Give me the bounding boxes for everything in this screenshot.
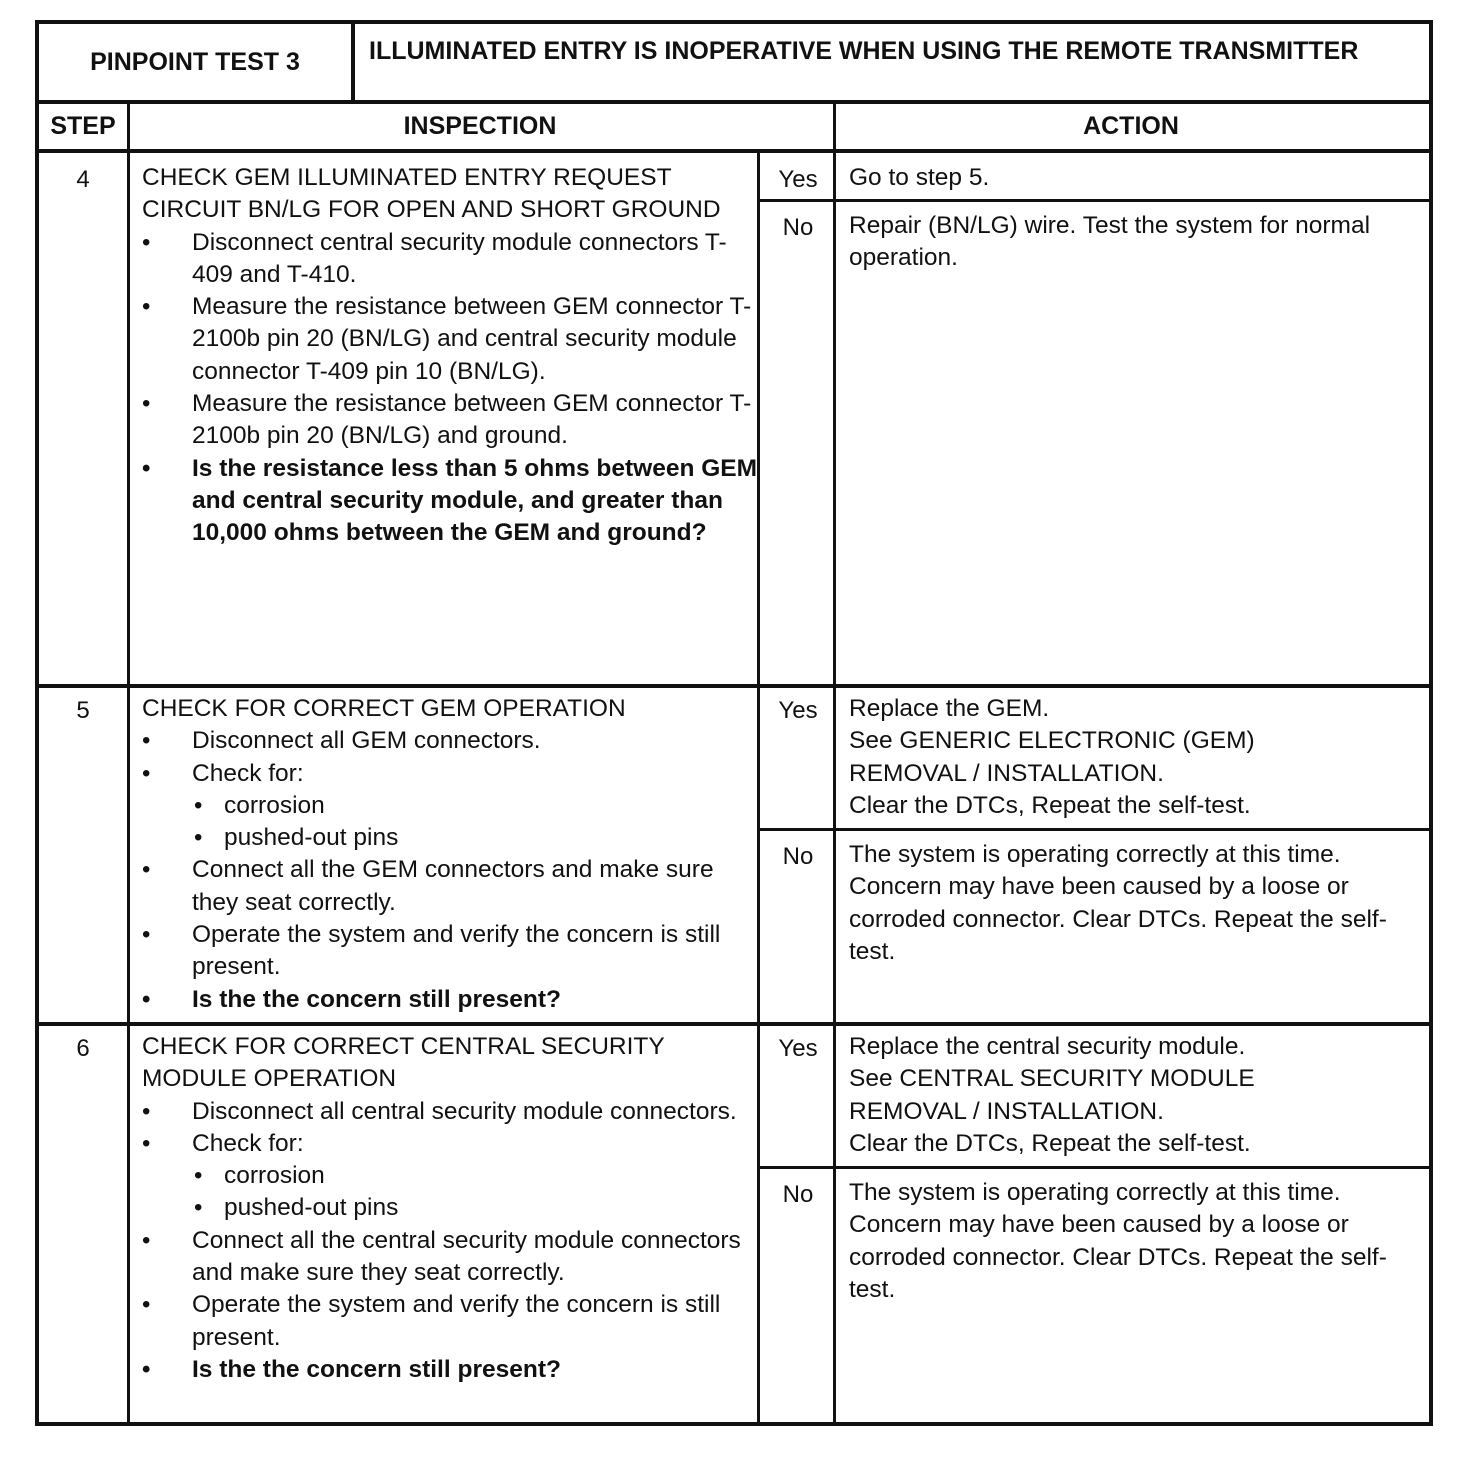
pinpoint-test-table xyxy=(35,20,1433,1426)
step5-yes-no-divider xyxy=(757,828,1429,831)
step-4-question: • Is the resistance less than 5 ohms between GEM and central security module, and greater than 10,000 ohms between the GEM and ground? xyxy=(142,453,762,550)
step-6-bullet-check: • Check for: xyxy=(142,1128,762,1160)
step-6-bullet-operate: • Operate the system and verify the concern is still present. xyxy=(142,1289,762,1354)
step-5-yes-label: Yes xyxy=(778,697,818,724)
column-inspection-header: INSPECTION xyxy=(127,104,833,153)
step-4-no-action: Repair (BN/LG) wire. Test the system for normal operation. xyxy=(849,212,1371,272)
test-title: ILLUMINATED ENTRY IS INOPERATIVE WHEN USING THE REMOTE TRANSMITTER xyxy=(369,37,1359,65)
step-6-title: CHECK FOR CORRECT CENTRAL SECURITY MODULE OPERATION xyxy=(142,1033,665,1093)
action-column-divider xyxy=(833,104,836,1422)
step4-step5-divider xyxy=(39,684,1429,688)
step6-yes-no-divider xyxy=(757,1166,1429,1169)
column-action-header: ACTION xyxy=(833,104,1429,153)
step-4-bullet-measure-ground: • Measure the resistance between GEM connector T-2100b pin 20 (BN/LG) and ground. xyxy=(142,388,762,453)
step-5-yes-action xyxy=(849,693,1419,822)
step-6-sub-pins: • pushed-out pins xyxy=(142,1192,762,1224)
step-6-sub-corrosion: • corrosion xyxy=(142,1160,762,1192)
step-5-yes-action-line: REMOVAL / INSTALLATION. xyxy=(849,759,1164,787)
step-6-bullets xyxy=(142,1096,762,1387)
step-5-bullet-connect: • Connect all the GEM connectors and make sure they seat correctly. xyxy=(142,854,762,919)
step-6-yes-label: Yes xyxy=(778,1035,818,1062)
step-6-yes-action-line: Replace the central security module. xyxy=(849,1033,1246,1060)
step-6-yes-action-line: REMOVAL / INSTALLATION. xyxy=(849,1097,1164,1125)
step-4-number: 4 xyxy=(76,166,90,193)
step-5-bullet-operate: • Operate the system and verify the concern is still present. xyxy=(142,919,762,984)
step-4-bullet-disconnect: • Disconnect central security module connectors T-409 and T-410. xyxy=(142,227,762,292)
step-4-yes-label: Yes xyxy=(778,166,818,193)
step-5-yes-action-line: See GENERIC ELECTRONIC (GEM) xyxy=(849,727,1255,755)
step-5-no-label: No xyxy=(782,843,814,870)
step-4-title: CHECK GEM ILLUMINATED ENTRY REQUEST CIRCUIT BN/LG FOR OPEN AND SHORT GROUND xyxy=(142,164,721,224)
test-label: PINPOINT TEST 3 xyxy=(39,24,355,100)
step-6-inspection xyxy=(142,1031,762,1386)
step-5-sub-pins: • pushed-out pins xyxy=(142,822,762,854)
step-6-no-label: No xyxy=(782,1181,814,1208)
step-5-inspection xyxy=(142,693,762,1016)
step-6-number: 6 xyxy=(76,1035,90,1062)
step-4-no-label: No xyxy=(782,214,814,241)
step-6-yes-action xyxy=(849,1031,1419,1160)
step-5-bullet-disconnect: • Disconnect all GEM connectors. xyxy=(142,725,762,757)
step-column-divider xyxy=(127,104,130,1422)
step-6-bullet-disconnect: • Disconnect all central security module connectors. xyxy=(142,1096,762,1128)
step5-step6-divider xyxy=(39,1022,1429,1026)
step-6-yes-action-line: See CENTRAL SECURITY MODULE xyxy=(849,1065,1255,1093)
step-5-bullet-check: • Check for: xyxy=(142,758,762,790)
table-header xyxy=(39,24,1429,104)
step-5-sub-corrosion: • corrosion xyxy=(142,790,762,822)
step-4-bullets xyxy=(142,227,762,550)
step-5-bullets xyxy=(142,725,762,1016)
step-4-inspection xyxy=(142,162,762,550)
step-6-question: • Is the the concern still present? xyxy=(142,1354,762,1386)
step-6-no-action: The system is operating correctly at this time. Concern may have been caused by a loose or corroded connector. Clear DTCs. Repeat the self-test. xyxy=(849,1179,1387,1303)
step-5-yes-action-line: Clear the DTCs, Repeat the self-test. xyxy=(849,791,1251,819)
step4-yes-no-divider xyxy=(757,199,1429,202)
step-4-yes-action: Go to step 5. xyxy=(849,164,990,191)
step-4-bullet-measure-module: • Measure the resistance between GEM connector T-2100b pin 20 (BN/LG) and central security module connector T-409 pin 10 (BN/LG). xyxy=(142,291,762,388)
step-5-no-action: The system is operating correctly at this time. Concern may have been caused by a loose or corroded connector. Clear DTCs. Repeat the self-test. xyxy=(849,841,1387,965)
step-5-number: 5 xyxy=(76,697,90,724)
step-6-yes-action-line: Clear the DTCs, Repeat the self-test. xyxy=(849,1129,1251,1157)
step-5-title: CHECK FOR CORRECT GEM OPERATION xyxy=(142,695,626,722)
step-5-yes-action-line: Replace the GEM. xyxy=(849,695,1050,722)
step-6-bullet-connect: • Connect all the central security module connectors and make sure they seat correctly. xyxy=(142,1225,762,1290)
step-5-question: • Is the the concern still present? xyxy=(142,984,762,1016)
column-step-header: STEP xyxy=(39,104,127,153)
